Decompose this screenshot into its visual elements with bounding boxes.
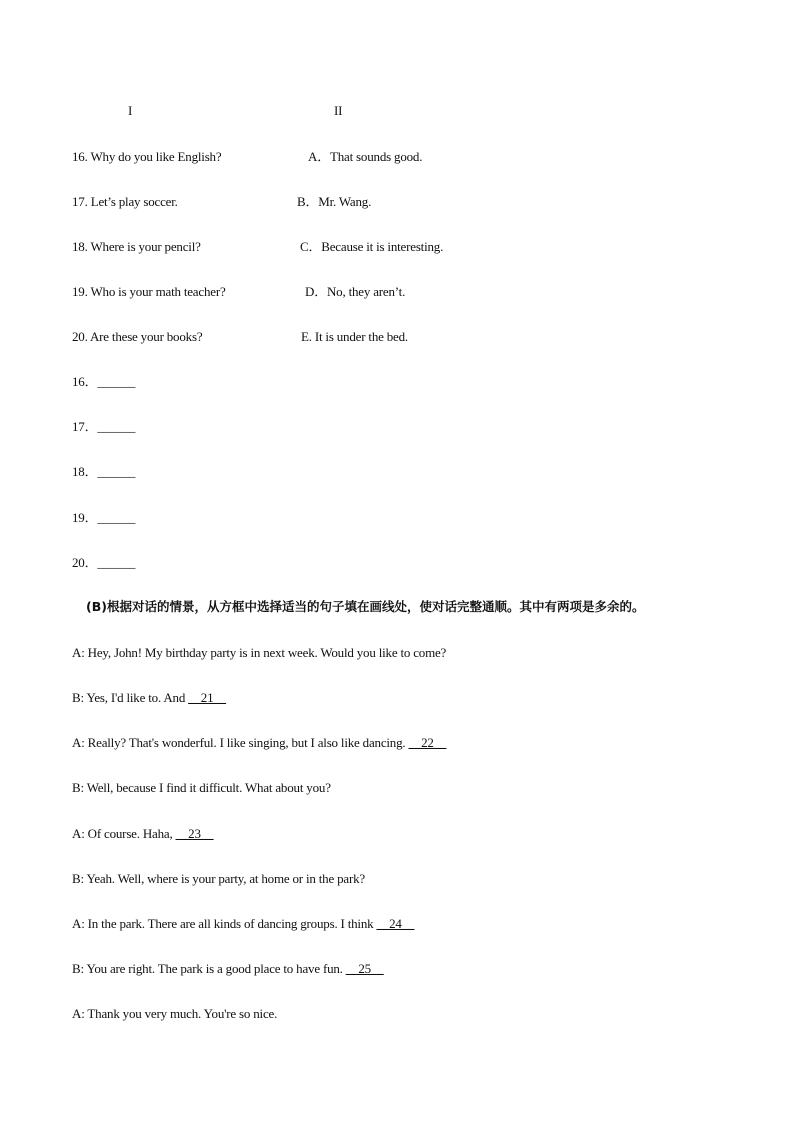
answer-blank[interactable]: ______ (97, 374, 136, 389)
dialogue-line-4 (72, 780, 331, 796)
dialogue-text: A: In the park. There are all kinds of dancing groups. I think (72, 916, 377, 931)
dialogue-text: B: Yes, I'd like to. And (72, 690, 189, 705)
dialogue-text: A: Of course. Haha, (72, 826, 176, 841)
dialogue-line-9 (72, 1006, 277, 1022)
dialogue-line-2 (72, 690, 226, 706)
answer-number: 18． (72, 464, 98, 479)
dialogue-text: B: You are right. The park is a good place to have fun. (72, 961, 346, 976)
answer-blank[interactable]: ______ (97, 510, 136, 525)
answer-line-20 (72, 555, 135, 571)
answer-number: 20． (72, 555, 98, 570)
dialogue-text: B: Well, because I find it difficult. What about you? (72, 780, 331, 795)
dialogue-text: A: Thank you very much. You're so nice. (72, 1006, 278, 1021)
answer-blank[interactable]: ______ (97, 464, 136, 479)
blank-23[interactable]: __23__ (175, 826, 214, 841)
option-a: A．That sounds good. (308, 149, 423, 164)
answer-number: 17． (72, 419, 98, 434)
dialogue-text: A: Hey, John! My birthday party is in next week. Would you like to come? (72, 645, 447, 660)
answer-line-16 (72, 374, 135, 390)
dialogue-line-6 (72, 871, 365, 887)
dialogue-line-3 (72, 735, 446, 751)
section-b-title: (B)根据对话的情景，从方框中选择适当的句子填在画线处，使对话完整通顺。其中有两项是多余的。 (86, 599, 645, 614)
option-d: D．No, they aren’t. (305, 284, 406, 299)
blank-24[interactable]: __24__ (376, 916, 415, 931)
question-16: 16. Why do you like English? (72, 149, 222, 164)
dialogue-line-1 (72, 645, 446, 661)
question-17: 17. Let’s play soccer. (72, 194, 178, 209)
answer-line-17 (72, 419, 135, 435)
blank-22[interactable]: __22__ (408, 735, 447, 750)
option-c: C．Because it is interesting. (300, 239, 444, 254)
question-19: 19. Who is your math teacher? (72, 284, 226, 299)
blank-21[interactable]: __21__ (188, 690, 226, 705)
dialogue-line-8 (72, 961, 384, 977)
column-header-ii: II (334, 103, 343, 118)
question-18: 18. Where is your pencil? (72, 239, 201, 254)
answer-blank[interactable]: ______ (97, 555, 136, 570)
question-20: 20. Are these your books? (72, 329, 203, 344)
answer-blank[interactable]: ______ (97, 419, 136, 434)
answer-number: 16． (72, 374, 98, 389)
answer-line-18 (72, 464, 135, 480)
dialogue-text: A: Really? That's wonderful. I like singing, but I also like dancing. (72, 735, 409, 750)
option-e: E. It is under the bed. (301, 329, 408, 344)
column-header-i: I (128, 103, 133, 118)
option-b: B．Mr. Wang. (297, 194, 372, 209)
answer-line-19 (72, 510, 135, 526)
dialogue-line-7 (72, 916, 414, 932)
blank-25[interactable]: __25__ (345, 961, 384, 976)
dialogue-line-5 (72, 826, 213, 842)
answer-number: 19． (72, 510, 98, 525)
dialogue-text: B: Yeah. Well, where is your party, at home or in the park? (72, 871, 365, 886)
